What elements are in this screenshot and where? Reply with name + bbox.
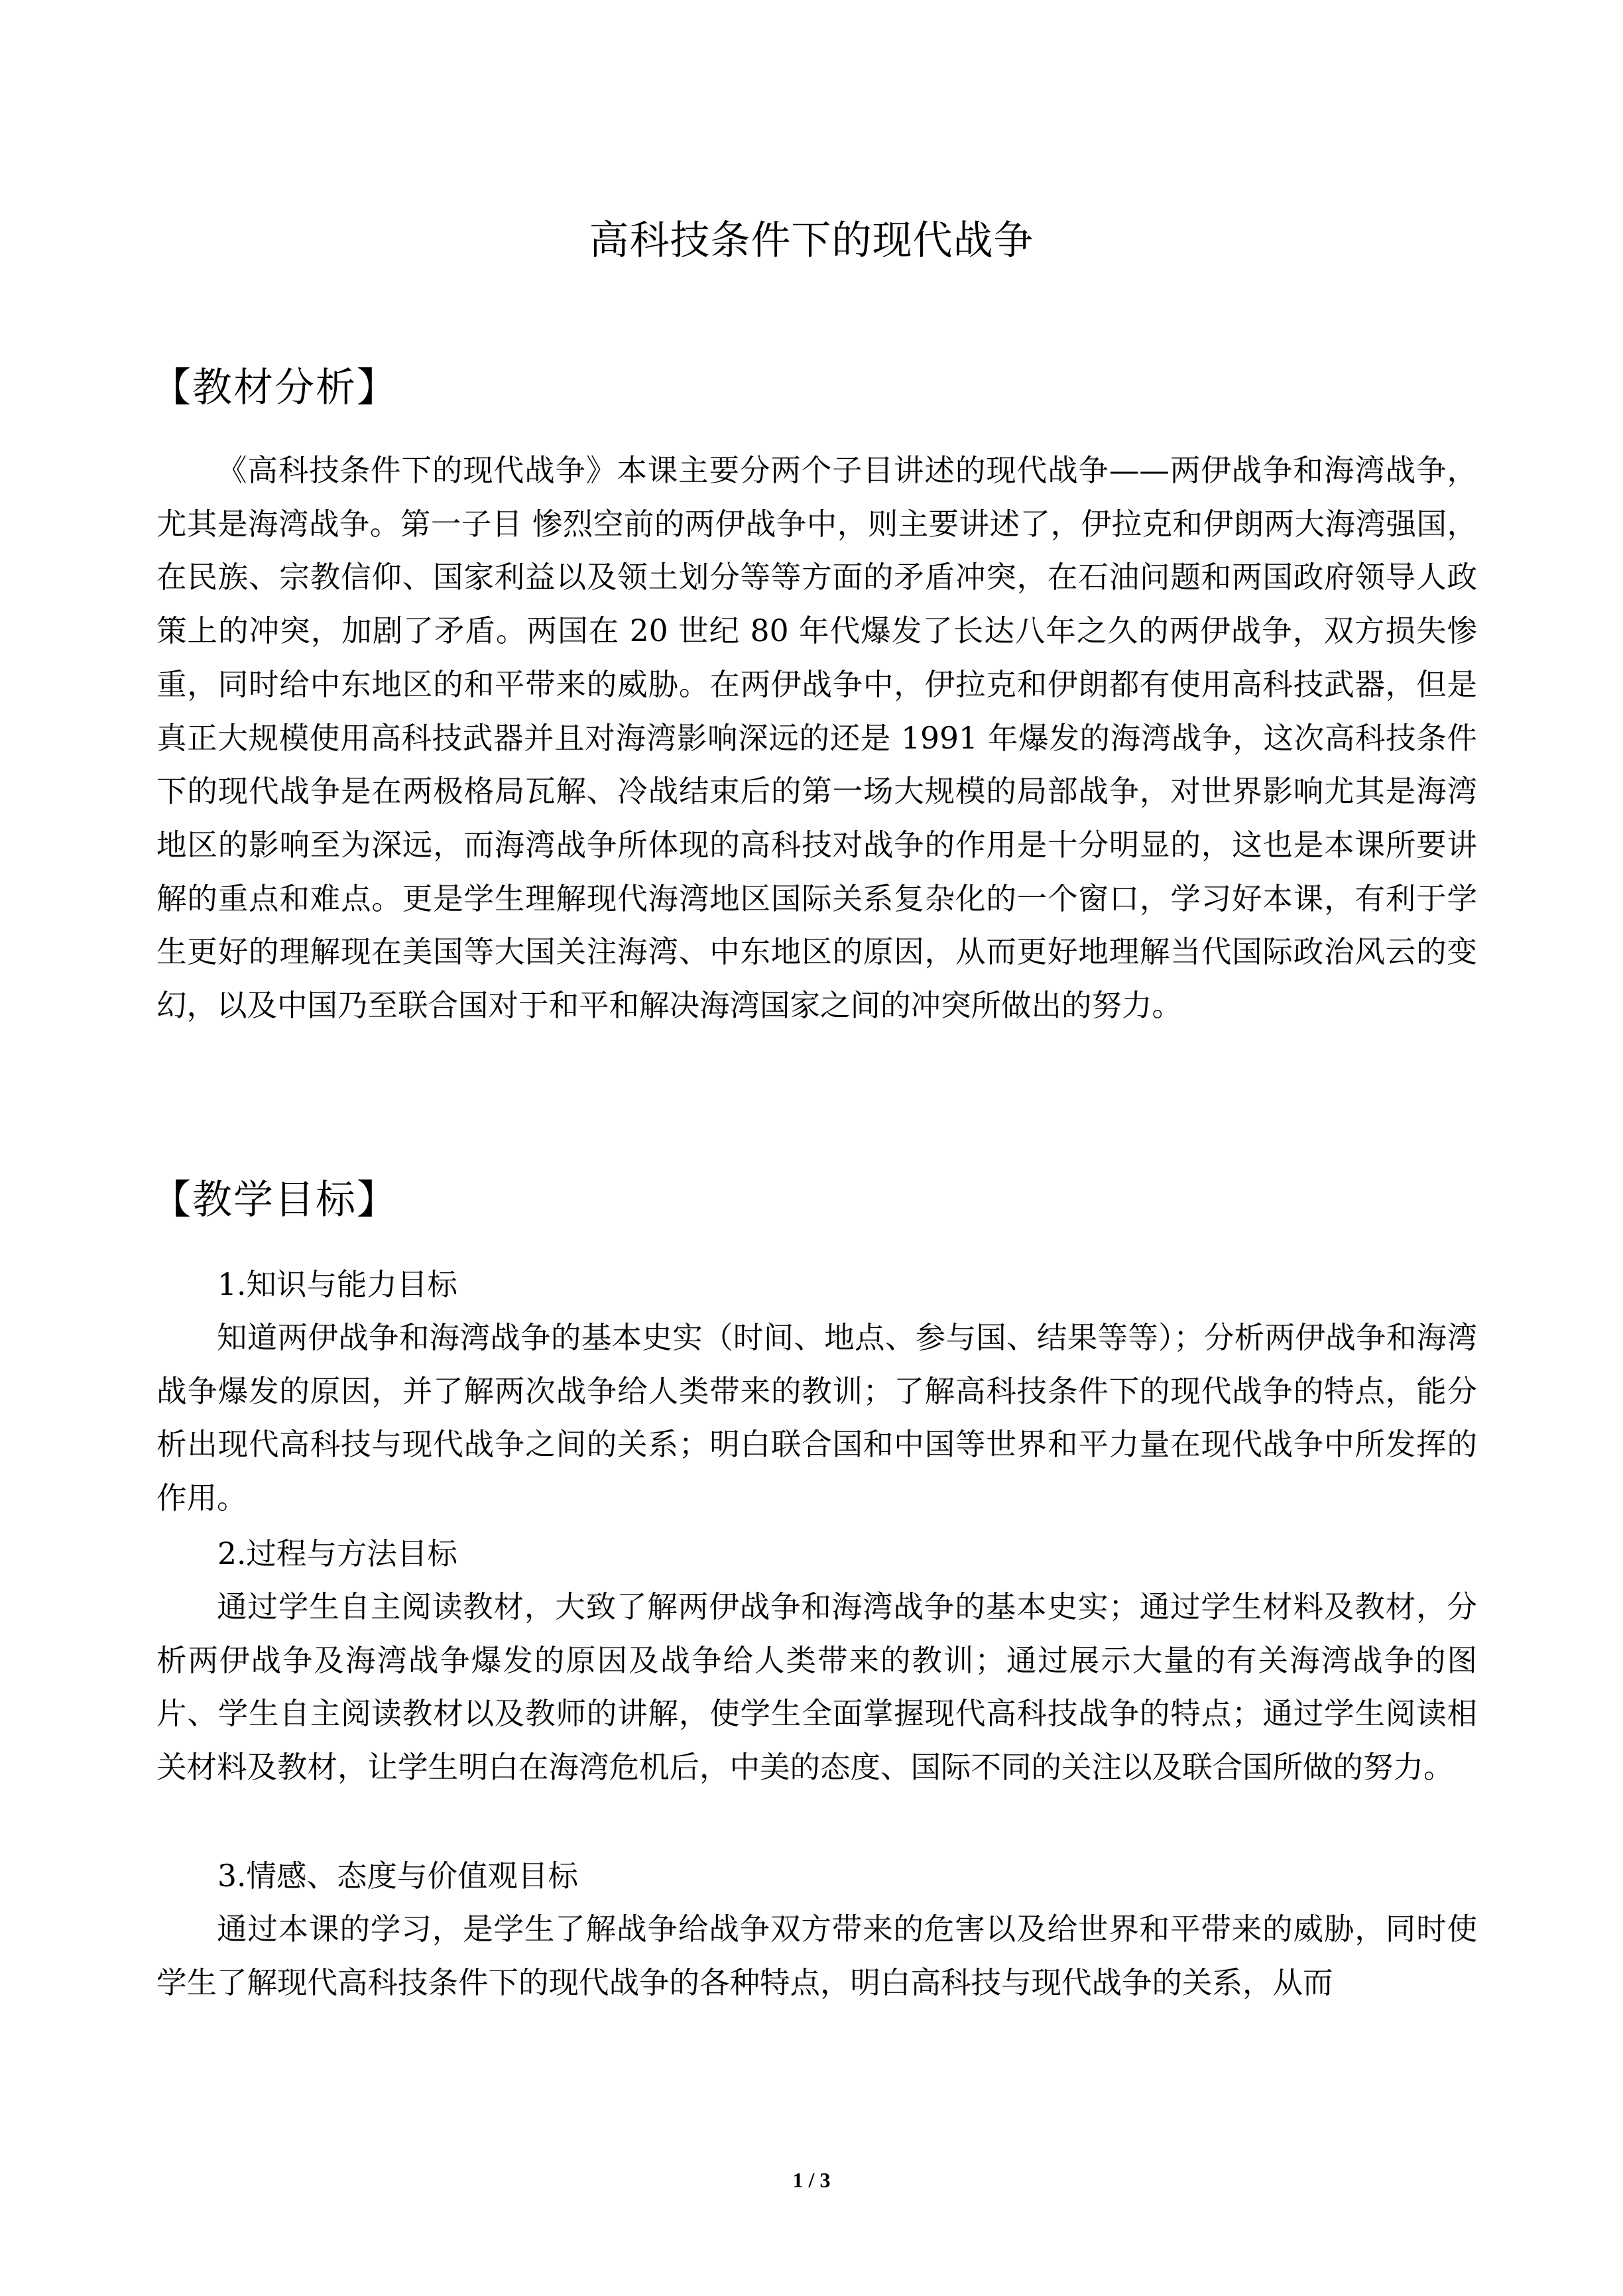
- section-heading-teaching-goals: 【教学目标】: [151, 1177, 398, 1223]
- goal-1-paragraph: 知道两伊战争和海湾战争的基本史实（时间、地点、参与国、结果等等）；分析两伊战争和海湾战争爆发的原因，并了解两次战争给人类带来的教训；了解高科技条件下的现代战争的特点，能分析出现代高科技与现代战争之间的关系；明白联合国和中国等世界和平力量在现代战争中所发挥的作用。: [156, 1320, 1477, 1516]
- goal-1-subheading: 1.知识与能力目标: [217, 1267, 457, 1302]
- goal-3-subheading: 3.情感、态度与价值观目标: [217, 1858, 578, 1894]
- goal-3-paragraph: 通过本课的学习，是学生了解战争给战争双方带来的危害以及给世界和平带来的威胁，同时使学生了解现代高科技条件下的现代战争的各种特点，明白高科技与现代战争的关系，从而: [156, 1911, 1477, 2000]
- section-heading-textbook-analysis: 【教材分析】: [151, 365, 398, 411]
- document-title: 高科技条件下的现代战争: [589, 217, 1034, 264]
- goal-2-paragraph: 通过学生自主阅读教材，大致了解两伊战争和海湾战争的基本史实；通过学生材料及教材，分析两伊战争及海湾战争爆发的原因及战争给人类带来的教训；通过展示大量的有关海湾战争的图片、学生自主阅读教材以及教师的讲解，使学生全面掌握现代高科技战争的特点；通过学生阅读相关材料及教材，让学生明白在海湾危机后，中美的态度、国际不同的关注以及联合国所做的努力。: [156, 1589, 1477, 1785]
- page-number: 1 / 3: [792, 2168, 831, 2192]
- textbook-analysis-paragraph: 《高科技条件下的现代战争》本课主要分两个子目讲述的现代战争——两伊战争和海湾战争，尤其是海湾战争。第一子目 惨烈空前的两伊战争中，则主要讲述了，伊拉克和伊朗两大海湾强国，在民族、宗教信仰、国家利益以及领土划分等等方面的矛盾冲突，在石油问题和两国政府领导人政策上的冲突，加剧了矛盾。两国在 20 世纪 80 年代爆发了长达八年之久的两伊战争，双方损失惨重，同时给中东地区的和平带来的威胁。在两伊战争中，伊拉克和伊朗都有使用高科技武器，但是真正大规模使用高科技武器并且对海湾影响深远的还是 1991 年爆发的海湾战争，这次高科技条件下的现代战争是在两极格局瓦解、冷战结束后的第一场大规模的局部战争，对世界影响尤其是海湾地区的影响至为深远，而海湾战争所体现的高科技对战争的作用是十分明显的，这也是本课所要讲解的重点和难点。更是学生理解现代海湾地区国际关系复杂化的一个窗口，学习好本课，有利于学生更好的理解现在美国等大国关注海湾、中东地区的原因，从而更好地理解当代国际政治风云的变幻，以及中国乃至联合国对于和平和解决海湾国家之间的冲突所做出的努力。: [156, 453, 1477, 1024]
- goal-2-subheading: 2.过程与方法目标: [217, 1536, 457, 1571]
